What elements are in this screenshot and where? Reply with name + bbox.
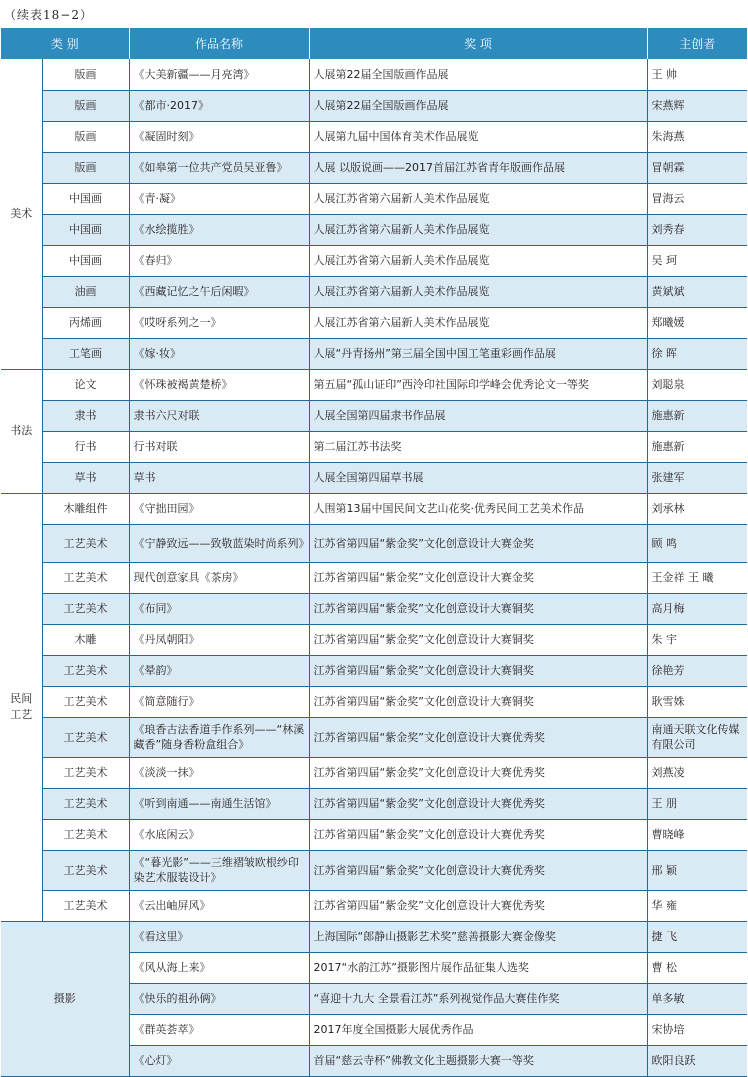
work-name-cell: 《哎呀系列之一》	[129, 307, 309, 338]
award-cell: 2017年度全国摄影大展优秀作品	[309, 1014, 647, 1045]
work-name-cell: 《听到南通——南通生活馆》	[129, 788, 309, 819]
subcategory-cell: 隶书	[42, 400, 129, 431]
award-cell: 江苏省第四届“紫金奖”文化创意设计大赛金奖	[309, 524, 647, 562]
creator-cell: 宋协培	[647, 1014, 747, 1045]
award-cell: 人展 以版说画——2017首届江苏省青年版画作品展	[309, 152, 647, 183]
award-cell: 人展江苏省第六届新人美术作品展览	[309, 245, 647, 276]
table-caption: （续表18−2）	[4, 8, 93, 22]
table-row	[1, 152, 747, 183]
table-row	[1, 524, 747, 562]
work-name-cell: 现代创意家具《茶房》	[129, 562, 309, 593]
award-cell: 江苏省第四届“紫金奖”文化创意设计大赛铜奖	[309, 624, 647, 655]
work-name-cell: 《凝固时刻》	[129, 121, 309, 152]
table-row	[1, 819, 747, 850]
subcategory-cell: 工艺美术	[42, 788, 129, 819]
table-row	[1, 562, 747, 593]
table-row	[1, 338, 747, 369]
subcategory-cell: 工艺美术	[42, 890, 129, 921]
award-cell: 人展江苏省第六届新人美术作品展览	[309, 214, 647, 245]
table-row	[1, 593, 747, 624]
subcategory-cell: 工艺美术	[42, 524, 129, 562]
table-row	[1, 369, 747, 400]
creator-cell: 邢 颖	[647, 850, 747, 890]
table-row	[1, 686, 747, 717]
subcategory-cell: 工艺美术	[42, 562, 129, 593]
creator-cell: 刘承林	[647, 493, 747, 524]
work-name-cell: 《淡淡一抹》	[129, 757, 309, 788]
creator-cell: 冒朝霖	[647, 152, 747, 183]
table-row	[1, 757, 747, 788]
subcategory-cell: 工艺美术	[42, 757, 129, 788]
table-row	[1, 462, 747, 493]
table-row	[1, 493, 747, 524]
creator-cell: 郑曦媛	[647, 307, 747, 338]
work-name-cell: 《看这里》	[129, 921, 309, 952]
award-cell: 2017“水韵江苏”摄影图片展作品征集人选奖	[309, 952, 647, 983]
award-cell: 江苏省第四届“紫金奖”文化创意设计大赛铜奖	[309, 593, 647, 624]
subcategory-cell: 木雕组件	[42, 493, 129, 524]
work-name-cell: 《群英荟萃》	[129, 1014, 309, 1045]
table-row	[1, 59, 747, 90]
work-name-cell: 《心灯》	[129, 1045, 309, 1076]
subcategory-cell: 论文	[42, 369, 129, 400]
creator-cell: 徐艳芳	[647, 655, 747, 686]
table-row	[1, 921, 747, 952]
work-name-cell: 《布同》	[129, 593, 309, 624]
table-row	[1, 890, 747, 921]
work-name-cell: 《水底闲云》	[129, 819, 309, 850]
award-cell: 第五届“孤山证印”西泠印社国际印学峰会优秀论文一等奖	[309, 369, 647, 400]
creator-cell: 张建军	[647, 462, 747, 493]
table-row	[1, 850, 747, 890]
award-cell: 人展第九届中国体育美术作品展览	[309, 121, 647, 152]
award-cell: “喜迎十九大 全景看江苏”系列视觉作品大赛佳作奖	[309, 983, 647, 1014]
work-name-cell: 《如皋第一位共产党员吴亚鲁》	[129, 152, 309, 183]
subcategory-cell: 行书	[42, 431, 129, 462]
creator-cell: 南通天联文化传媒有限公司	[647, 717, 747, 757]
work-name-cell: 《快乐的祖孙俩》	[129, 983, 309, 1014]
work-name-cell: 《水绘揽胜》	[129, 214, 309, 245]
work-name-cell: 《嫁·妆》	[129, 338, 309, 369]
award-cell: 江苏省第四届“紫金奖”文化创意设计大赛优秀奖	[309, 819, 647, 850]
header-row	[1, 28, 747, 59]
award-cell: 首届“慈云寺杯”佛教文化主题摄影大赛一等奖	[309, 1045, 647, 1076]
creator-cell: 王 帅	[647, 59, 747, 90]
creator-cell: 黄斌斌	[647, 276, 747, 307]
creator-cell: 朱海燕	[647, 121, 747, 152]
subcategory-cell: 中国画	[42, 214, 129, 245]
category-cell: 民间工艺	[1, 493, 42, 921]
work-name-cell: 《云出岫屏风》	[129, 890, 309, 921]
creator-cell: 捷 飞	[647, 921, 747, 952]
award-cell: 人展全国第四届草书展	[309, 462, 647, 493]
subcategory-cell: 工艺美术	[42, 717, 129, 757]
award-cell: 江苏省第四届“紫金奖”文化创意设计大赛金奖	[309, 562, 647, 593]
creator-cell: 冒海云	[647, 183, 747, 214]
subcategory-cell: 油画	[42, 276, 129, 307]
work-name-cell: 《“暮光影”——三维褶皱欧根纱印染艺术服装设计》	[129, 850, 309, 890]
creator-cell: 耿雪姝	[647, 686, 747, 717]
award-cell: 人展“丹青扬州”第三届全国中国工笔重彩画作品展	[309, 338, 647, 369]
award-cell: 人展全国第四届隶书作品展	[309, 400, 647, 431]
work-name-cell: 草书	[129, 462, 309, 493]
work-name-cell: 《怀珠被褐黄楚桥》	[129, 369, 309, 400]
award-cell: 上海国际“郎静山摄影艺术奖”慈善摄影大赛金像奖	[309, 921, 647, 952]
work-name-cell: 隶书六尺对联	[129, 400, 309, 431]
subcategory-cell: 版画	[42, 90, 129, 121]
work-name-cell: 《青·凝》	[129, 183, 309, 214]
table-body	[1, 59, 747, 1076]
award-cell: 江苏省第四届“紫金奖”文化创意设计大赛优秀奖	[309, 757, 647, 788]
creator-cell: 宋燕辉	[647, 90, 747, 121]
award-cell: 江苏省第四届“紫金奖”文化创意设计大赛优秀奖	[309, 890, 647, 921]
creator-cell: 曹 松	[647, 952, 747, 983]
award-cell: 第二届江苏书法奖	[309, 431, 647, 462]
award-cell: 江苏省第四届“紫金奖”文化创意设计大赛铜奖	[309, 686, 647, 717]
table-row	[1, 788, 747, 819]
creator-cell: 曹晓峰	[647, 819, 747, 850]
work-name-cell: 《宁静致远——致敬蓝染时尚系列》	[129, 524, 309, 562]
subcategory-cell: 版画	[42, 59, 129, 90]
awards-table	[1, 28, 747, 1077]
header-work: 作品名称	[129, 28, 309, 59]
subcategory-cell: 丙烯画	[42, 307, 129, 338]
award-cell: 江苏省第四届“紫金奖”文化创意设计大赛铜奖	[309, 655, 647, 686]
header-category: 类 别	[1, 28, 129, 59]
work-name-cell: 《琅香古法香道手作系列——“林溪藏香”随身香粉盒组合》	[129, 717, 309, 757]
creator-cell: 施惠新	[647, 400, 747, 431]
creator-cell: 欧阳良跃	[647, 1045, 747, 1076]
header-creator: 主创者	[647, 28, 747, 59]
creator-cell: 顾 鸣	[647, 524, 747, 562]
header-award: 奖 项	[309, 28, 647, 59]
table-row	[1, 655, 747, 686]
table-row	[1, 717, 747, 757]
award-cell: 江苏省第四届“紫金奖”文化创意设计大赛优秀奖	[309, 788, 647, 819]
subcategory-cell: 草书	[42, 462, 129, 493]
creator-cell: 刘秀春	[647, 214, 747, 245]
creator-cell: 单多敏	[647, 983, 747, 1014]
award-cell: 人展江苏省第六届新人美术作品展览	[309, 276, 647, 307]
award-cell: 人展江苏省第六届新人美术作品展览	[309, 183, 647, 214]
table-row	[1, 214, 747, 245]
subcategory-cell: 工艺美术	[42, 655, 129, 686]
table-row	[1, 90, 747, 121]
category-cell: 美术	[1, 59, 42, 369]
subcategory-cell: 中国画	[42, 183, 129, 214]
creator-cell: 刘聪泉	[647, 369, 747, 400]
work-name-cell: 《守拙田园》	[129, 493, 309, 524]
table-row	[1, 276, 747, 307]
creator-cell: 高月梅	[647, 593, 747, 624]
table-row	[1, 400, 747, 431]
category-cell: 书法	[1, 369, 42, 493]
award-cell: 人展第22届全国版画作品展	[309, 59, 647, 90]
work-name-cell: 《简意随行》	[129, 686, 309, 717]
table-row	[1, 183, 747, 214]
table-row	[1, 624, 747, 655]
award-cell: 江苏省第四届“紫金奖”文化创意设计大赛优秀奖	[309, 850, 647, 890]
award-cell: 人展江苏省第六届新人美术作品展览	[309, 307, 647, 338]
table-row	[1, 307, 747, 338]
work-name-cell: 《春归》	[129, 245, 309, 276]
subcategory-cell: 中国画	[42, 245, 129, 276]
subcategory-cell: 版画	[42, 121, 129, 152]
subcategory-cell: 工艺美术	[42, 850, 129, 890]
award-cell: 人围第13届中国民间文艺山花奖·优秀民间工艺美术作品	[309, 493, 647, 524]
creator-cell: 王 朋	[647, 788, 747, 819]
award-cell: 人展第22届全国版画作品展	[309, 90, 647, 121]
award-cell: 江苏省第四届“紫金奖”文化创意设计大赛优秀奖	[309, 717, 647, 757]
category-cell: 摄影	[1, 921, 129, 1076]
creator-cell: 朱 宇	[647, 624, 747, 655]
creator-cell: 吴 珂	[647, 245, 747, 276]
creator-cell: 华 雍	[647, 890, 747, 921]
table-row	[1, 431, 747, 462]
subcategory-cell: 木雕	[42, 624, 129, 655]
creator-cell: 徐 晖	[647, 338, 747, 369]
work-name-cell: 行书对联	[129, 431, 309, 462]
subcategory-cell: 工艺美术	[42, 686, 129, 717]
subcategory-cell: 工艺美术	[42, 819, 129, 850]
work-name-cell: 《丹凤朝阳》	[129, 624, 309, 655]
work-name-cell: 《西藏记忆之午后闲暇》	[129, 276, 309, 307]
work-name-cell: 《大美新疆——月亮湾》	[129, 59, 309, 90]
subcategory-cell: 版画	[42, 152, 129, 183]
table-row	[1, 121, 747, 152]
work-name-cell: 《晕韵》	[129, 655, 309, 686]
work-name-cell: 《都市·2017》	[129, 90, 309, 121]
subcategory-cell: 工艺美术	[42, 593, 129, 624]
creator-cell: 王金祥 王 曦	[647, 562, 747, 593]
creator-cell: 施惠新	[647, 431, 747, 462]
table-row	[1, 245, 747, 276]
subcategory-cell: 工笔画	[42, 338, 129, 369]
work-name-cell: 《风从海上来》	[129, 952, 309, 983]
creator-cell: 刘燕凌	[647, 757, 747, 788]
